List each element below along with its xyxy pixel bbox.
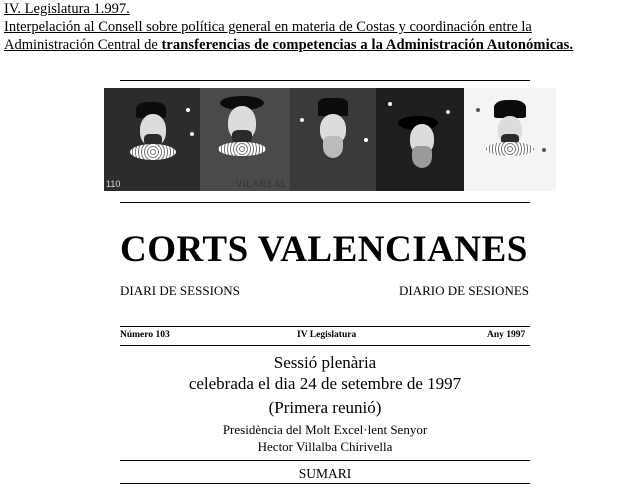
portrait-panel-4 [376, 88, 464, 191]
portraits-banner-image [104, 88, 556, 191]
interpelation-text-normal: Administración Central de [4, 37, 162, 53]
president-name: Hector Villalba Chirivella [257, 439, 393, 454]
presidency-label: Presidència del Molt Excel·lent Senyor [222, 422, 428, 437]
sumari-heading: SUMARI [298, 466, 352, 481]
banner-caption: VILAREAL [236, 179, 288, 189]
interpelation-link-line1[interactable]: Interpelación al Consell sobre política general en materia de Costas y coordinación entre la [4, 19, 532, 35]
portrait-panel-3 [290, 88, 376, 191]
interpelation-link-line2[interactable] [4, 37, 573, 53]
masthead-title: CORTS VALENCIANES [120, 229, 528, 270]
meta-bottom-rule [120, 345, 530, 346]
interpelation-text-bold: transferencias de competencias a la Administración Autonómicas. [161, 37, 574, 53]
banner-corner-label: 110 [106, 179, 121, 189]
sumari-top-rule [120, 460, 530, 461]
banner-bottom-rule [120, 202, 530, 203]
portrait-panel-5 [464, 88, 556, 191]
session-meeting: (Primera reunió) [268, 398, 382, 417]
issue-number: Número 103 [120, 330, 170, 340]
meta-top-rule [120, 326, 530, 327]
session-date: celebrada el dia 24 de setembre de 1997 [188, 374, 462, 393]
portrait-panel-1 [104, 88, 200, 191]
legislature-link[interactable]: IV. Legislatura 1.997. [4, 1, 130, 17]
top-rule [120, 80, 530, 81]
year-label: Any 1997 [487, 330, 526, 340]
portrait-panel-2 [200, 88, 290, 191]
masthead-subtitle-spanish: DIARIO DE SESIONES [399, 283, 529, 298]
masthead-subtitle-valencian: DIARI DE SESSIONS [120, 283, 240, 298]
document-header [4, 0, 626, 54]
session-type: Sessió plenària [273, 353, 377, 372]
sumari-bottom-rule [120, 483, 530, 484]
legislature-label: IV Legislatura [297, 330, 357, 340]
